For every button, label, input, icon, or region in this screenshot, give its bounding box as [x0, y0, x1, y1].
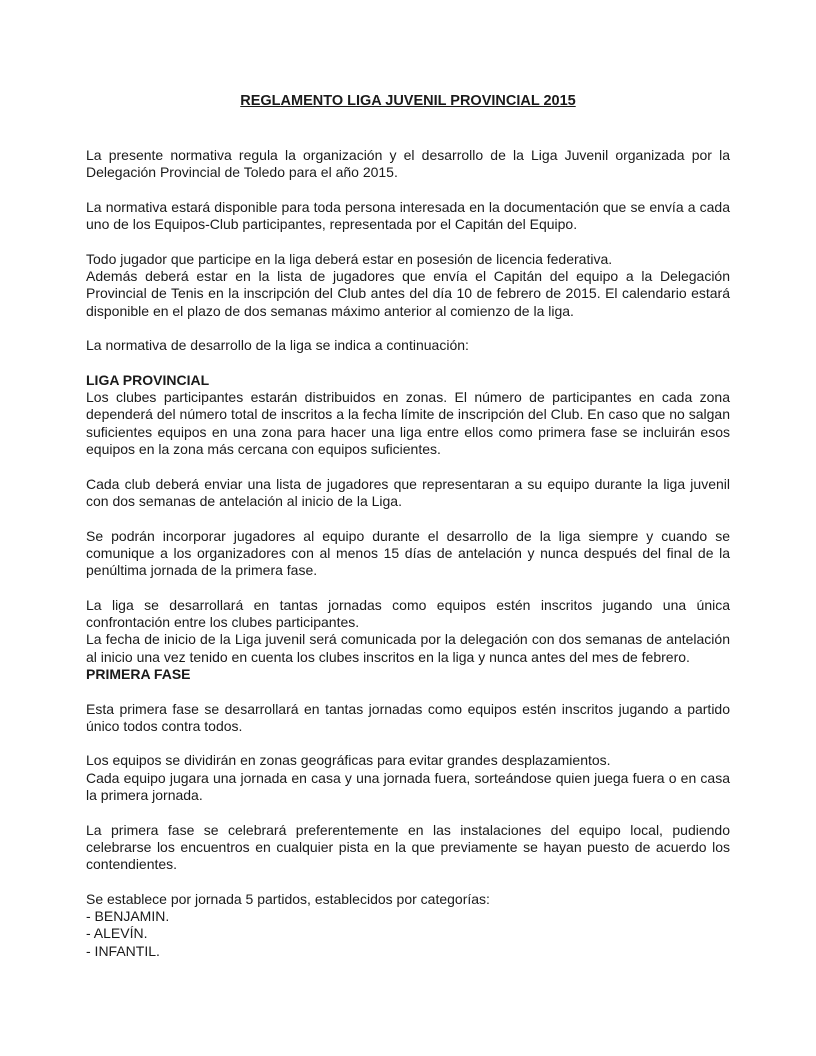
paragraph-continuation: La normativa de desarrollo de la liga se indica a continuación:	[86, 337, 469, 354]
paragraph-geographic: Los equipos se dividirán en zonas geográficas para evitar grandes desplazamientos.	[86, 752, 611, 769]
list-item-infantil: - INFANTIL.	[86, 942, 160, 959]
paragraph-home-away: Cada equipo jugara una jornada en casa y una jornada fuera, sorteándose quien juega fuera o en casa la primera jornada.	[86, 769, 730, 803]
paragraph-send-list: Cada club deberá enviar una lista de jugadores que representaran a su equipo durante la liga juvenil con dos semanas de antelación al inicio de la Liga.	[86, 475, 730, 509]
paragraph-first-phase: Esta primera fase se desarrollará en tantas jornadas como equipos estén inscritos jugando a partido único todos contra todos.	[86, 700, 730, 734]
document-title: REGLAMENTO LIGA JUVENIL PROVINCIAL 2015	[240, 93, 576, 109]
paragraph-player-list: Además deberá estar en la lista de jugadores que envía el Capitán del equipo a la Delegación Provincial de Tenis en la inscripción del Club antes del día 10 de febrero de 2015. El calendario estará disponible en el plazo de dos semanas máximo anterior al comienzo de la liga.	[86, 268, 730, 319]
paragraph-matches: Se establece por jornada 5 partidos, establecidos por categorías:	[86, 890, 490, 907]
paragraph-rounds: La liga se desarrollará en tantas jornadas como equipos estén inscritos jugando una única confrontación entre los clubes participantes.	[86, 596, 730, 631]
paragraph-zones: Los clubes participantes estarán distribuidos en zonas. El número de participantes en cada zona dependerá del número total de inscritos a la fecha límite de inscripción del Club. En caso que no salgan suficientes equipos en una zona para hacer una liga entre ellos como primera fase se incluirán esos equipos en la zona más cercana con equipos suficientes.	[86, 389, 730, 458]
paragraph-start-date: La fecha de inicio de la Liga juvenil será comunicada por la delegación con dos semanas de antelación al inicio una vez tenido en cuenta los clubes inscritos en la liga y nunca antes del mes de febrero.	[86, 631, 730, 665]
heading-primera-fase: PRIMERA FASE	[86, 665, 191, 682]
list-item-benjamin: - BENJAMIN.	[86, 908, 170, 925]
paragraph-license: Todo jugador que participe en la liga deberá estar en posesión de licencia federativa.	[86, 250, 613, 267]
paragraph-incorporate: Se podrán incorporar jugadores al equipo durante el desarrollo de la liga siempre y cuando se comunique a los organizadores con al menos 15 días de antelación y nunca después del final de la penúltima jornada de la primera fase.	[86, 527, 730, 579]
heading-liga-provincial: LIGA PROVINCIAL	[86, 371, 210, 388]
paragraph-availability: La normativa estará disponible para toda persona interesada en la documentación que se envía a cada uno de los Equipos-Club participantes, representada por el Capitán del Equipo.	[86, 198, 730, 233]
list-item-alevin: - ALEVÍN.	[86, 925, 148, 942]
document-body	[86, 147, 730, 960]
paragraph-intro: La presente normativa regula la organización y el desarrollo de la Liga Juvenil organizada por la Delegación Provincial de Toledo para el año 2015.	[86, 147, 730, 181]
paragraph-facilities: La primera fase se celebrará preferentemente en las instalaciones del equipo local, pudiendo celebrarse los encuentros en cualquier pista en la que previamente se hayan puesto de acuerdo los contendientes.	[86, 821, 730, 873]
